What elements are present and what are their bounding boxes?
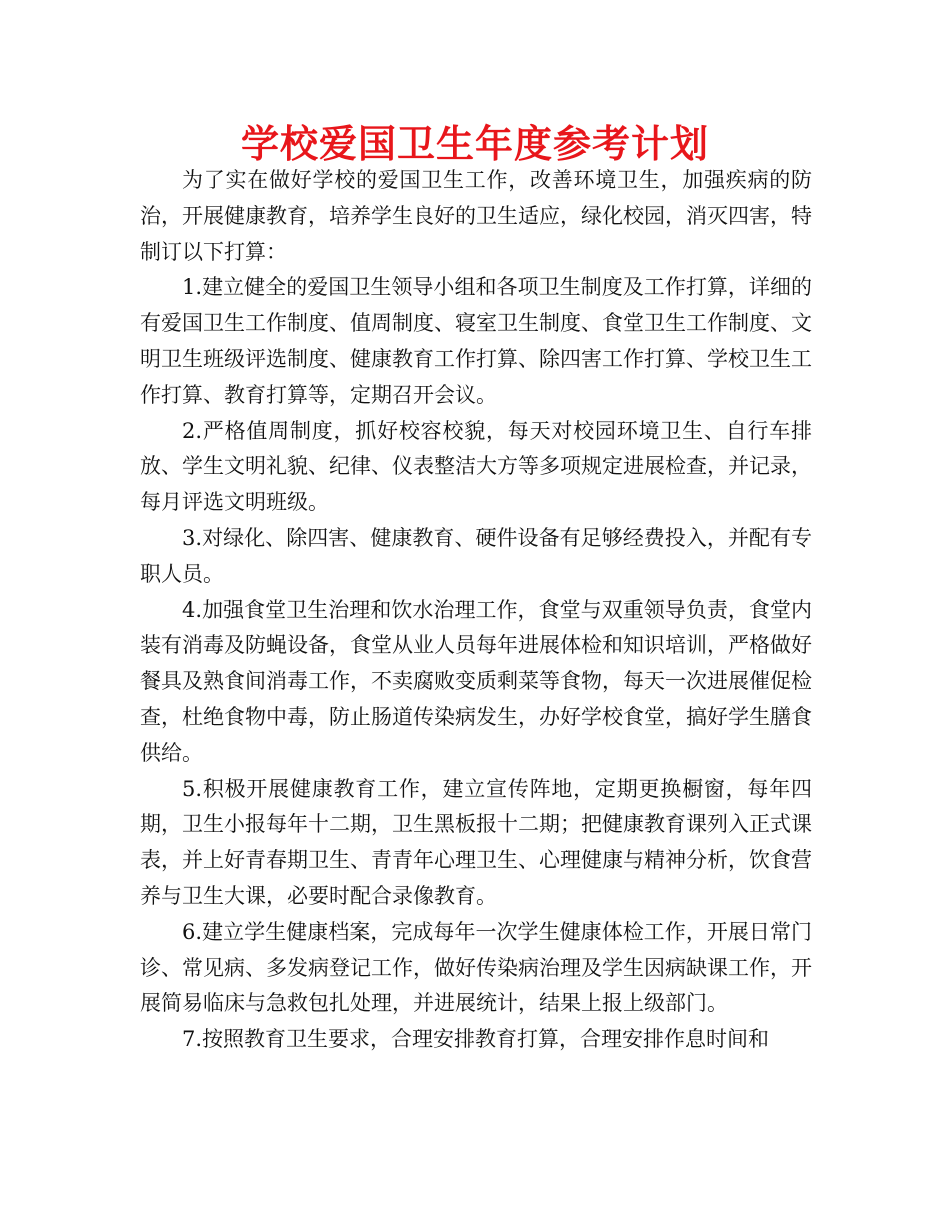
- document-body: [140, 163, 812, 1058]
- paragraph-item-6: 6.建立学生健康档案，完成每年一次学生健康体检工作，开展日常门诊、常见病、多发病登记工作，做好传染病治理及学生因病缺课工作，开展简易临床与急救包扎处理，并进展统计，结果上报上级部门。: [140, 919, 812, 1016]
- paragraph-item-7: 7.按照教育卫生要求，合理安排教育打算，合理安排作息时间和: [182, 1027, 770, 1052]
- paragraph-item-2: 2.严格值周制度，抓好校容校貌，每天对校园环境卫生、自行车排放、学生文明礼貌、纪律、仪表整洁大方等多项规定进展检查，并记录，每月评选文明班级。: [140, 418, 812, 515]
- paragraph-item-5: 5.积极开展健康教育工作，建立宣传阵地，定期更换橱窗，每年四期，卫生小报每年十二期，卫生黑板报十二期；把健康教育课列入正式课表，并上好青春期卫生、青青年心理卫生、心理健康与精神分析，饮食营养与卫生大课，必要时配合录像教育。: [140, 776, 812, 908]
- paragraph-item-3: 3.对绿化、除四害、健康教育、硬件设备有足够经费投入，并配有专职人员。: [140, 525, 812, 586]
- paragraph-intro: 为了实在做好学校的爱国卫生工作，改善环境卫生，加强疾病的防治，开展健康教育，培养学生良好的卫生适应，绿化校园，消灭四害，特制订以下打算：: [140, 168, 812, 264]
- paragraph-item-4: 4.加强食堂卫生治理和饮水治理工作，食堂与双重领导负责，食堂内装有消毒及防蝇设备，食堂从业人员每年进展体检和知识培训，严格做好餐具及熟食间消毒工作，不卖腐败变质剩菜等食物，每天一次进展催促检查，杜绝食物中毒，防止肠道传染病发生，办好学校食堂，搞好学生膳食供给。: [140, 597, 812, 765]
- paragraph-item-1: 1.建立健全的爱国卫生领导小组和各项卫生制度及工作打算，详细的有爱国卫生工作制度、值周制度、寝室卫生制度、食堂卫生工作制度、文明卫生班级评选制度、健康教育工作打算、除四害工作打算、学校卫生工作打算、教育打算等，定期召开会议。: [140, 275, 812, 407]
- document-title: 学校爱国卫生年度参考计划: [240, 122, 709, 166]
